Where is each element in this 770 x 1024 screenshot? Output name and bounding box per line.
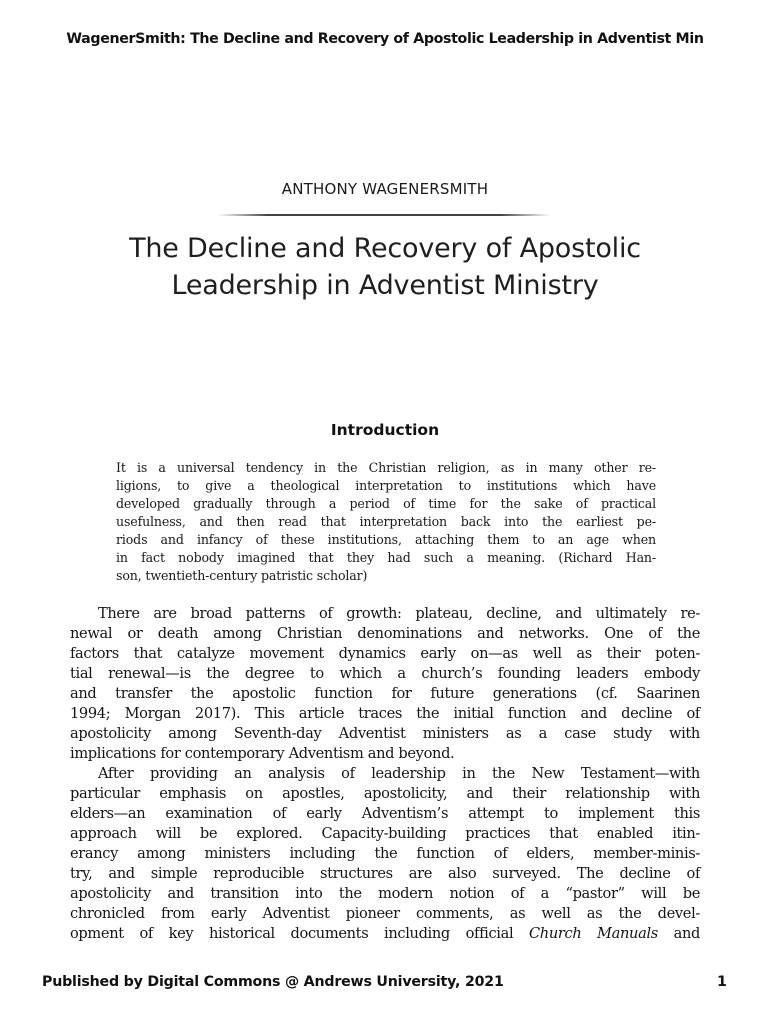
section-heading: Introduction xyxy=(330,421,440,439)
paragraph-1 xyxy=(70,604,700,764)
paragraph-line: particular emphasis on apostles, apostolicity, and their relationship with xyxy=(70,785,700,802)
text-segment: and xyxy=(657,925,700,942)
paragraph-2 xyxy=(70,764,700,944)
epigraph-line: developed gradually through a period of time for the sake of practical xyxy=(116,496,656,511)
epigraph-line: son, twentieth-century patristic scholar) xyxy=(116,568,368,583)
paragraph-line: chronicled from early Adventist pioneer comments, as well as the devel- xyxy=(70,905,700,922)
paragraph-line: apostolicity among Seventh-day Adventist ministers as a case study with xyxy=(70,725,700,742)
author-name: ANTHONY WAGENERSMITH xyxy=(281,180,489,198)
article-title xyxy=(40,230,730,304)
paragraph-line: try, and simple reproducible structures are also surveyed. The decline of xyxy=(70,865,700,882)
paragraph-line: newal or death among Christian denominations and networks. One of the xyxy=(70,625,700,642)
paragraph-line: apostolicity and transition into the modern notion of a “pastor” will be xyxy=(70,885,700,902)
paragraph-line: approach will be explored. Capacity-building practices that enabled itin- xyxy=(70,825,700,842)
title-line-2: Leadership in Adventist Ministry xyxy=(171,270,599,301)
paragraph-line: elders—an examination of early Adventism’s attempt to implement this xyxy=(70,805,700,822)
paragraph-line: implications for contemporary Adventism and beyond. xyxy=(70,745,455,762)
title-line-1: The Decline and Recovery of Apostolic xyxy=(129,233,641,264)
paragraph-line: There are broad patterns of growth: plateau, decline, and ultimately re- xyxy=(98,605,700,622)
paragraph-line: and transfer the apostolic function for future generations (cf. Saarinen xyxy=(70,685,700,702)
epigraph-line: usefulness, and then read that interpretation back into the earliest pe- xyxy=(116,514,656,529)
epigraph-line: riods and infancy of these institutions, attaching them to an age when xyxy=(116,532,656,547)
text-segment: opment of key historical documents including official xyxy=(70,925,529,942)
epigraph-line: It is a universal tendency in the Christian religion, as in many other re- xyxy=(116,460,656,475)
paragraph-line: After providing an analysis of leadership in the New Testament—with xyxy=(98,765,700,782)
paragraph-line: tial renewal—is the degree to which a church’s founding leaders embody xyxy=(70,665,700,682)
paragraph-line: erancy among ministers including the function of elders, member-minis- xyxy=(70,845,700,862)
title-divider xyxy=(218,214,550,216)
italic-reference: Church Manuals xyxy=(528,925,658,942)
running-head: WagenerSmith: The Decline and Recovery of Apostolic Leadership in Adventist Min xyxy=(66,31,704,47)
epigraph-quote xyxy=(116,459,656,585)
paragraph-line: factors that catalyze movement dynamics early on—as well as their poten- xyxy=(70,645,700,662)
epigraph-line: ligions, to give a theological interpretation to institutions which have xyxy=(116,478,656,493)
page-number: 1 xyxy=(717,974,727,990)
footer-publisher: Published by Digital Commons @ Andrews University, 2021 xyxy=(42,974,504,990)
paragraph-line: 1994; Morgan 2017). This article traces the initial function and decline of xyxy=(70,705,700,722)
body-text xyxy=(70,604,700,944)
epigraph-line: in fact nobody imagined that they had such a meaning. (Richard Han- xyxy=(116,550,656,565)
paragraph-line-last xyxy=(70,924,700,944)
